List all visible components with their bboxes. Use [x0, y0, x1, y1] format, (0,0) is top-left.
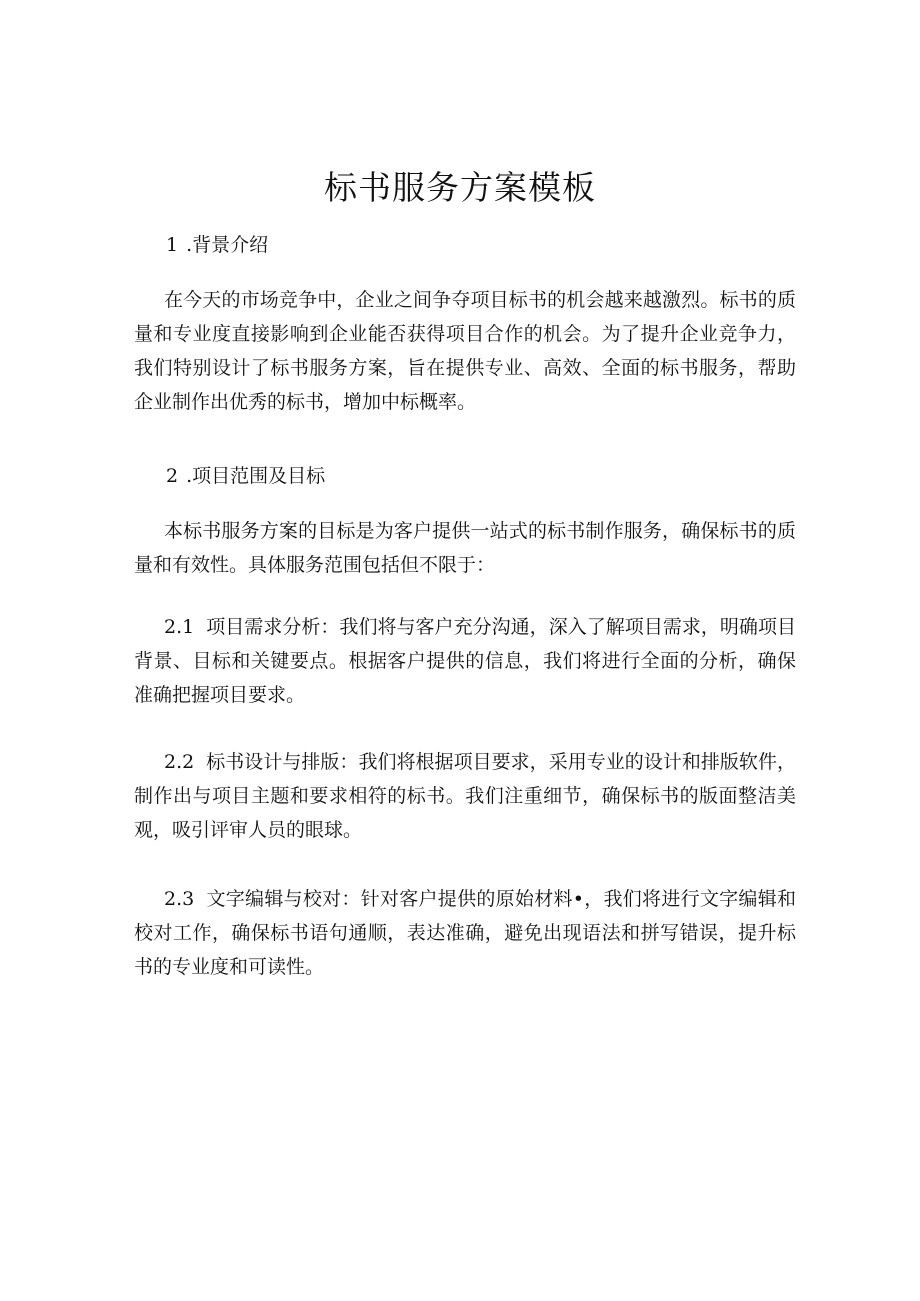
- section-number: 2: [166, 465, 179, 487]
- document-title: 标书服务方案模板: [324, 168, 596, 207]
- section-heading-1: [166, 231, 268, 259]
- section-heading-text: .背景介绍: [186, 234, 269, 256]
- subsection-number: 2.3: [164, 888, 195, 910]
- section-heading-2: [166, 462, 325, 490]
- section-heading-text: .项目范围及目标: [186, 465, 326, 487]
- section-paragraph-2: 本标书服务方案的目标是为客户提供一站式的标书制作服务，确保标书的质量和有效性。具体服务范围包括但不限于：: [134, 520, 796, 576]
- subsection-number: 2.1: [164, 616, 195, 638]
- subsection-text: 项目需求分析：我们将与客户充分沟通，深入了解项目需求，明确项目背景、目标和关键要点。根据客户提供的信息，我们将进行全面的分析，确保准确把握项目要求。: [134, 616, 796, 706]
- subsection-text: 文字编辑与校对：针对客户提供的原始材料•，我们将进行文字编辑和校对工作，确保标书语句通顺，表达准确，避免出现语法和拼写错误，提升标书的专业度和可读性。: [134, 888, 796, 978]
- subsection-text: 标书设计与排版：我们将根据项目要求，采用专业的设计和排版软件，制作出与项目主题和要求相符的标书。我们注重细节，确保标书的版面整洁美观，吸引评审人员的眼球。: [134, 751, 796, 841]
- section-paragraph-1: 在今天的市场竞争中，企业之间争夺项目标书的机会越来越激烈。标书的质量和专业度直接影响到企业能否获得项目合作的机会。为了提升企业竞争力，我们特别设计了标书服务方案，旨在提供专业、高效、全面的标书服务，帮助企业制作出优秀的标书，增加中标概率。: [134, 289, 796, 413]
- section-number: 1: [166, 234, 179, 256]
- subsection-2-1: [134, 610, 796, 712]
- subsection-2-3: [134, 882, 796, 984]
- subsection-2-2: [134, 745, 796, 847]
- subsection-number: 2.2: [164, 751, 195, 773]
